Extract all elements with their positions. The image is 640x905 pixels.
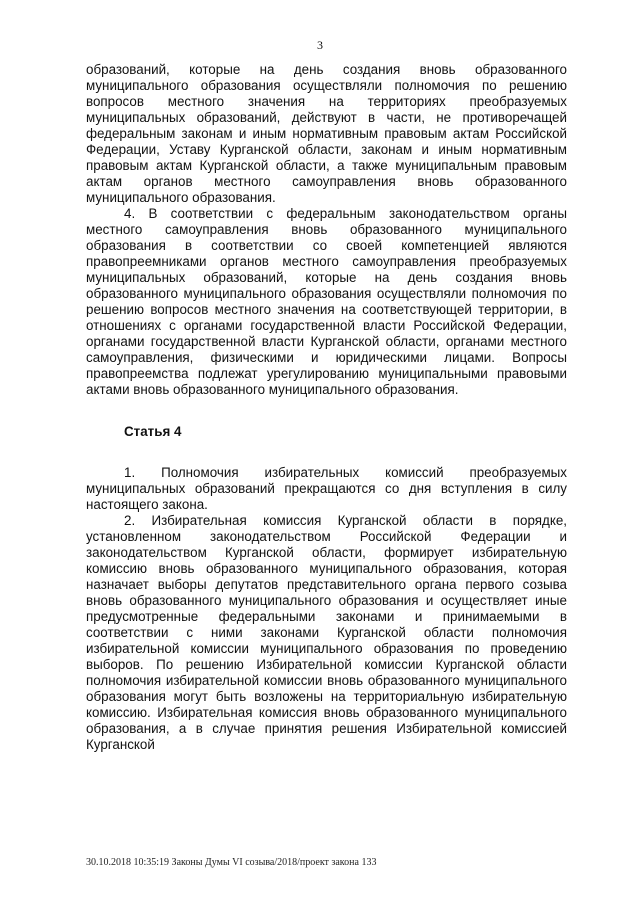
- paragraph-item-4: 4. В соответствии с федеральным законодательством органы местного самоуправления вновь образованного муниципального образования в соответствии со своей компетенцией являются правопреемниками органов местного самоуправления преобразуемых муниципальных образований, которые на день создания вновь образованного муниципального образования осуществляли полномочия по решению вопросов местного значения на соответствующей территории, в отношениях с органами государственной власти Российской Федерации, органами государственной власти Курганской области, органами местного самоуправления, физическими и юридическими лицами. Вопросы правопреемства подлежат урегулированию муниципальными правовыми актами вновь образованного муниципального образования.: [86, 206, 567, 397]
- paragraph-continuation: образований, которые на день создания вновь образованного муниципального образования осуществляли полномочия по решению вопросов местного значения на территориях преобразуемых муниципальных образований, действуют в части, не противоречащей федеральным законам и иным нормативным правовым актам Российской Федерации, Уставу Курганской области, законам и иным нормативным правовым актам Курганской области, а также муниципальным правовым актам органов местного самоуправления вновь образованного муниципального образования.: [86, 62, 567, 205]
- document-body: [86, 62, 567, 753]
- page-number: 3: [317, 38, 323, 52]
- footer-file-path: 30.10.2018 10:35:19 Законы Думы VI созыва/2018/проект закона 133: [86, 857, 377, 868]
- paragraph-article-item-2: 2. Избирательная комиссия Курганской области в порядке, установленном законодательством Российской Федерации и законодательством Курганской области, формирует избирательную комиссию вновь образованного муниципального образования, которая назначает выборы депутатов представительного органа первого созыва вновь образованного муниципального образования и осуществляет иные предусмотренные федеральными законами и принимаемыми в соответствии с ними законами Курганской области полномочия избирательной комиссии муниципального образования по проведению выборов. По решению Избирательной комиссии Курганской области полномочия избирательной комиссии вновь образованного муниципального образования могут быть возложены на территориальную избирательную комиссию. Избирательная комиссия вновь образованного муниципального образования, а в случае принятия решения Избирательной комиссией Курганской: [86, 513, 567, 752]
- article-heading: Статья 4: [124, 424, 182, 439]
- paragraph-article-item-1: 1. Полномочия избирательных комиссий преобразуемых муниципальных образований прекращаются со дня вступления в силу настоящего закона.: [86, 465, 567, 512]
